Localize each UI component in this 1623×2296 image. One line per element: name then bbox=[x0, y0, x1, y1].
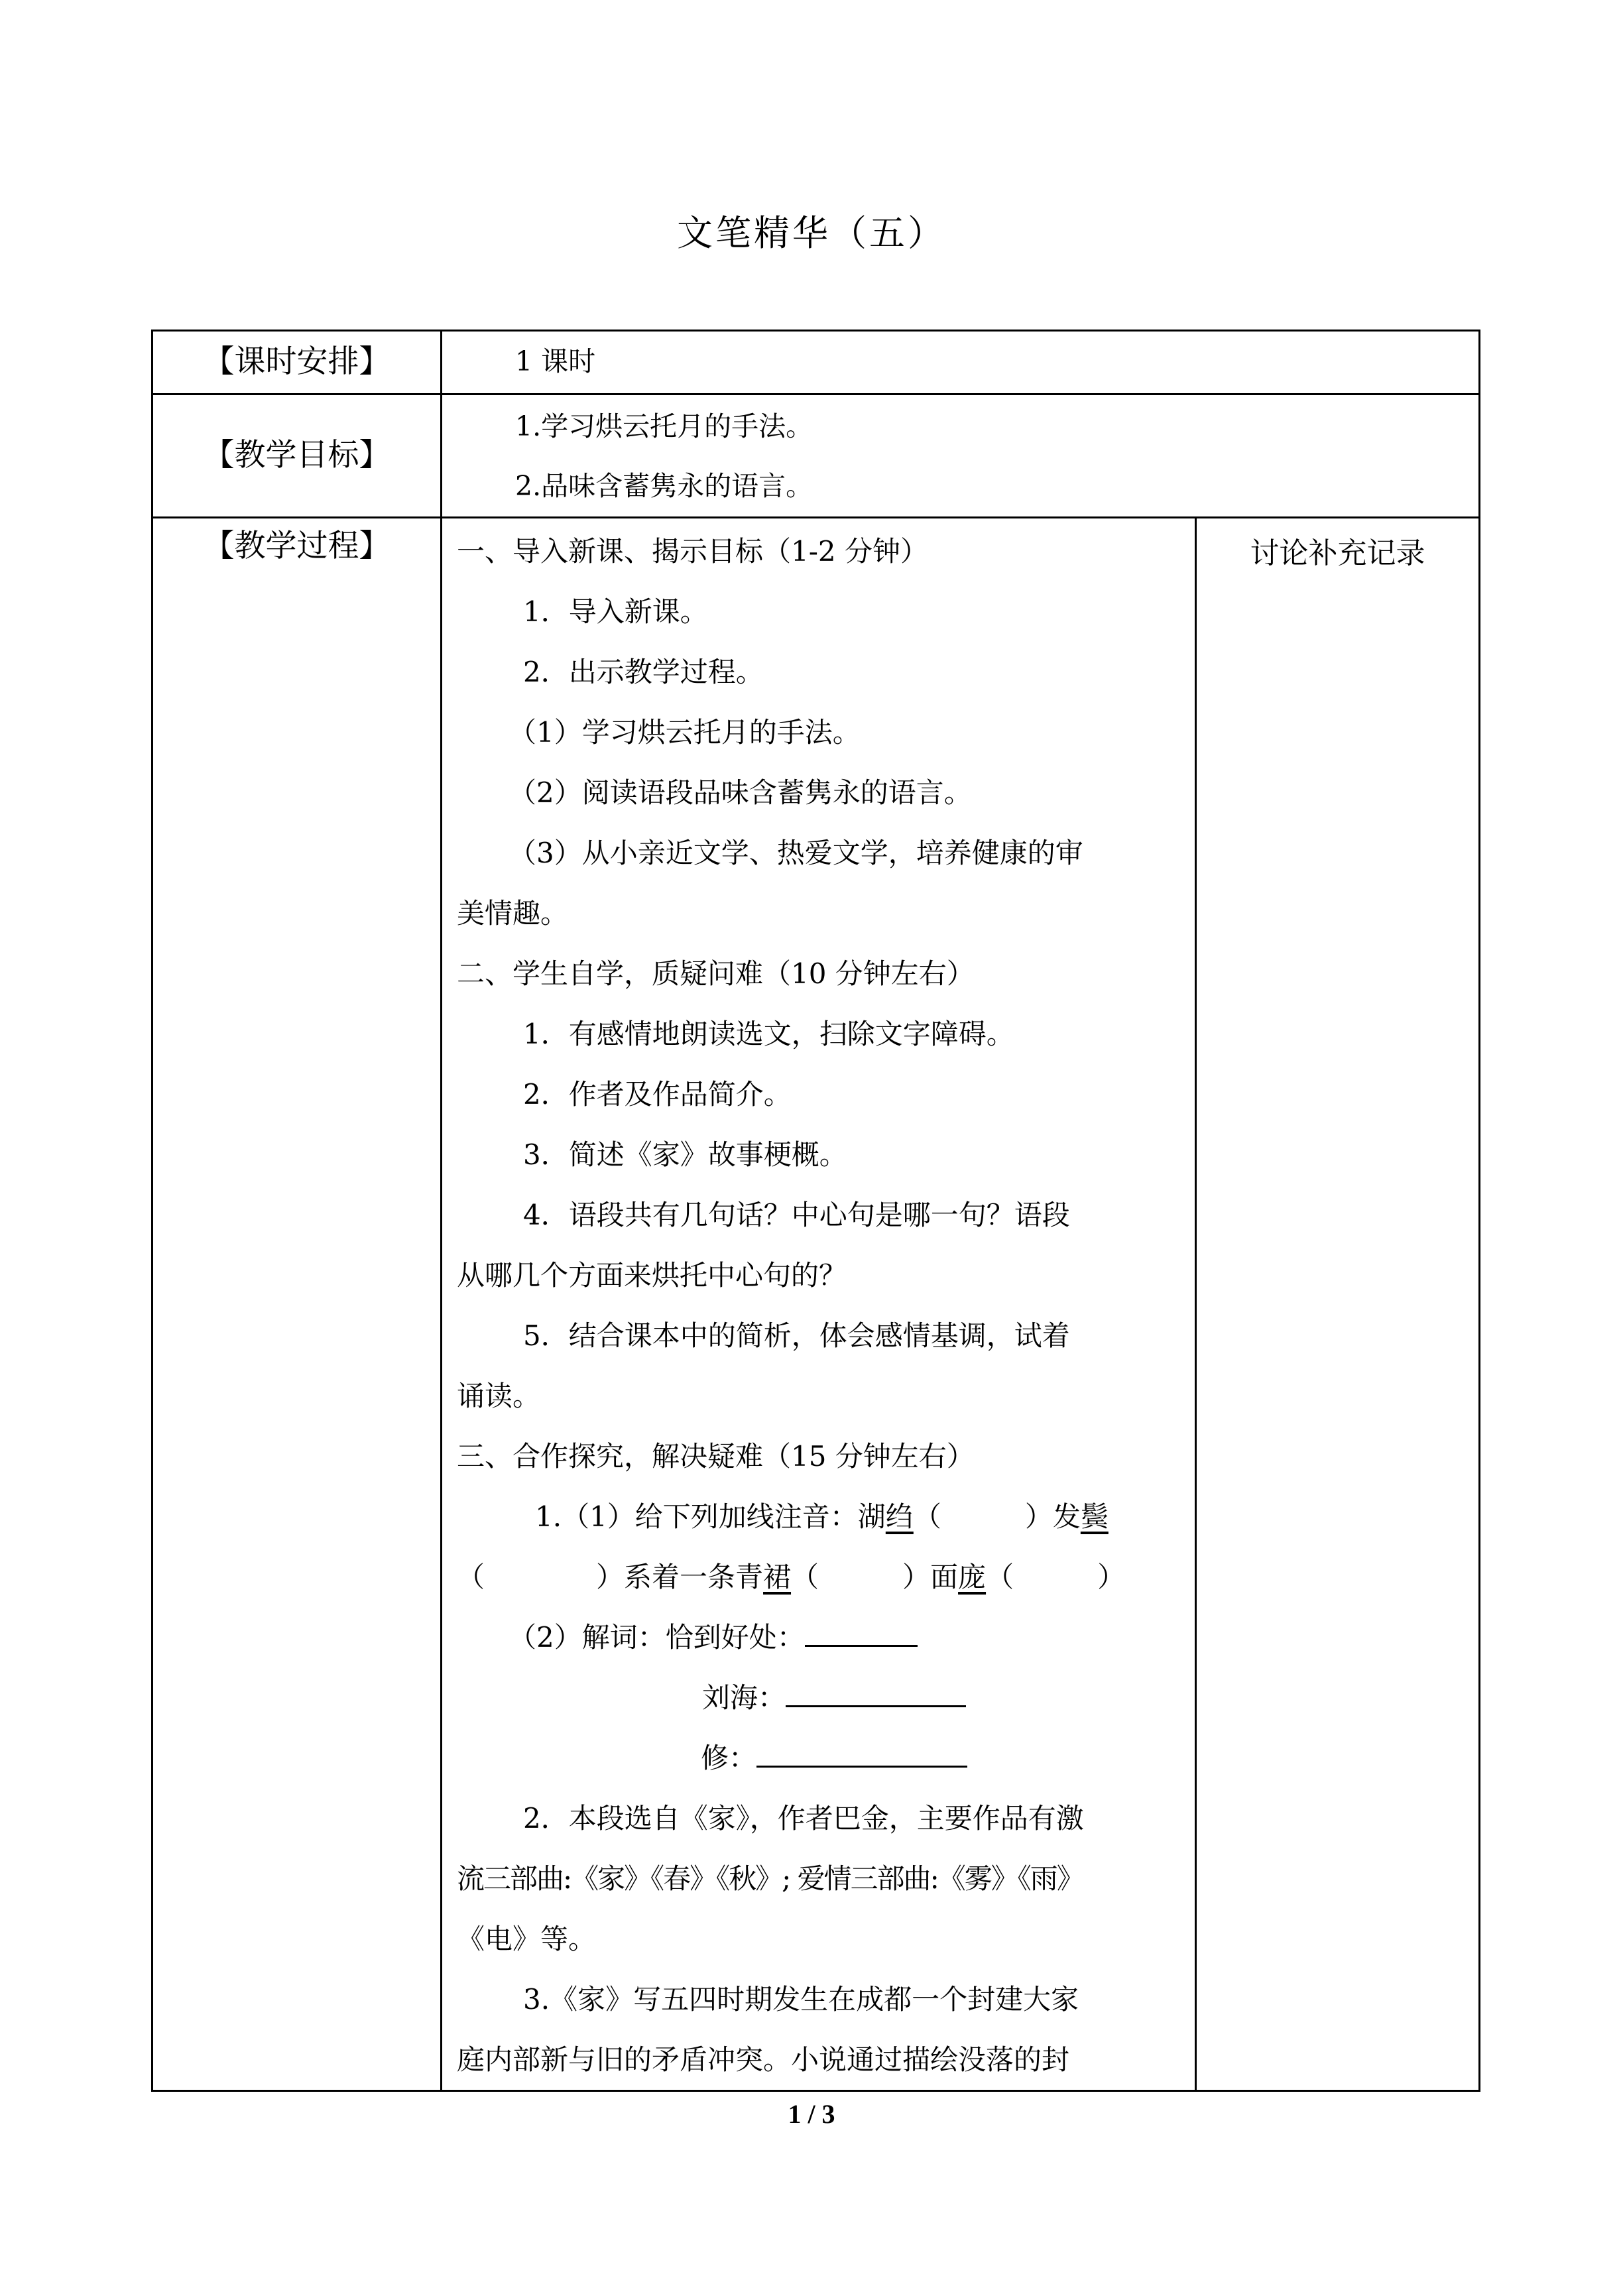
section-heading: 二、学生自学，质疑问难（10 分钟左右） bbox=[457, 957, 975, 990]
definition-term bbox=[457, 1667, 1184, 1728]
list-item: （2）阅读语段品味含蓄隽永的语言。 bbox=[509, 776, 972, 809]
question-text: （ ）系着一条青 bbox=[457, 1561, 764, 1593]
page-title: 文笔精华（五） bbox=[677, 212, 946, 254]
schedule-row bbox=[152, 331, 1480, 394]
list-item: 5．结合课本中的简析，体会感情基调，试着 bbox=[523, 1319, 1070, 1352]
question-text: （ ） bbox=[986, 1561, 1126, 1593]
question-text: 1.（1）给下列加线注音：湖 bbox=[535, 1500, 886, 1533]
underlined-char: 庞 bbox=[958, 1561, 987, 1593]
pinyin-question-continued bbox=[457, 1547, 1184, 1607]
definition-term bbox=[457, 1728, 1184, 1788]
process-content bbox=[442, 518, 1196, 2091]
list-item-continued: 从哪几个方面来烘托中心句的？ bbox=[457, 1259, 847, 1292]
discussion-notes-column: 讨论补充记录 bbox=[1196, 518, 1480, 2091]
process-label: 【教学过程】 bbox=[152, 518, 442, 2091]
underlined-char: 裙 bbox=[763, 1561, 792, 1593]
schedule-label: 【课时安排】 bbox=[152, 331, 442, 394]
process-row bbox=[152, 518, 1480, 2091]
list-item: 1．有感情地朗读选文，扫除文字障碍。 bbox=[523, 1018, 1014, 1050]
list-item: （3）从小亲近文学、热爱文学，培养健康的审 bbox=[509, 837, 1083, 869]
list-item-continued: 美情趣。 bbox=[457, 897, 569, 930]
list-item: 2．作者及作品简介。 bbox=[523, 1078, 792, 1111]
paragraph: 2．本段选自《家》，作者巴金，主要作品有激 bbox=[523, 1802, 1084, 1835]
goal-item: 2.品味含蓄隽永的语言。 bbox=[515, 470, 813, 502]
paragraph-continued: 流三部曲:《家》《春》《秋》; 爱情三部曲:《雾》《雨》 bbox=[457, 1862, 1083, 1895]
answer-blank[interactable] bbox=[786, 1678, 966, 1707]
answer-blank[interactable] bbox=[805, 1618, 918, 1647]
question-text: （2）解词：恰到好处： bbox=[509, 1621, 805, 1654]
question-text: （ ）发 bbox=[913, 1500, 1081, 1533]
lesson-plan-table bbox=[151, 330, 1480, 2092]
paragraph-continued: 《电》等。 bbox=[457, 1923, 597, 1955]
paragraph-continued: 庭内部新与旧的矛盾冲突。小说通过描绘没落的封 bbox=[457, 2043, 1070, 2076]
goals-label: 【教学目标】 bbox=[152, 394, 442, 518]
section-heading: 一、导入新课、揭示目标（1-2 分钟） bbox=[457, 535, 928, 568]
pinyin-question bbox=[457, 1486, 1184, 1547]
definition-question bbox=[457, 1607, 1184, 1667]
list-item: （1）学习烘云托月的手法。 bbox=[509, 716, 861, 749]
list-item: 3．简述《家》故事梗概。 bbox=[523, 1138, 847, 1171]
goals-row bbox=[152, 394, 1480, 518]
term-label: 刘海： bbox=[702, 1681, 786, 1714]
list-item-continued: 诵读。 bbox=[457, 1380, 541, 1412]
schedule-value: 1 课时 bbox=[442, 331, 1480, 394]
underlined-char: 绉 bbox=[885, 1500, 914, 1533]
list-item: 4．语段共有几句话？中心句是哪一句？语段 bbox=[523, 1199, 1070, 1231]
answer-blank[interactable] bbox=[756, 1738, 967, 1768]
underlined-char: 鬓 bbox=[1080, 1500, 1109, 1533]
page-number: 1 / 3 bbox=[788, 2099, 835, 2129]
goal-item: 1.学习烘云托月的手法。 bbox=[515, 410, 813, 442]
list-item: 2．出示教学过程。 bbox=[523, 656, 764, 688]
section-heading: 三、合作探究，解决疑难（15 分钟左右） bbox=[457, 1440, 975, 1473]
paragraph: 3.《家》写五四时期发生在成都一个封建大家 bbox=[523, 1983, 1079, 2016]
term-label: 修： bbox=[701, 1742, 757, 1774]
list-item: 1．导入新课。 bbox=[523, 595, 708, 628]
question-text: （ ）面 bbox=[791, 1561, 959, 1593]
